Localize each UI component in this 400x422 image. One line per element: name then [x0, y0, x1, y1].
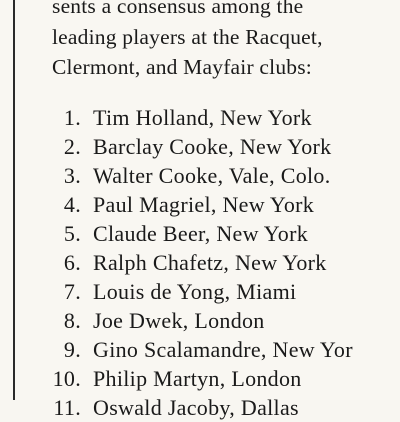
- intro-line: sents a consensus among the: [52, 0, 304, 18]
- player-entry: Barclay Cooke, New York: [93, 134, 332, 159]
- intro-line: leading players at the Racquet,: [52, 24, 323, 49]
- player-entry: Claude Beer, New York: [93, 221, 308, 246]
- rank-number: 8.: [63, 308, 81, 333]
- rank-number: 5.: [63, 221, 81, 246]
- rank-number: 2.: [63, 134, 81, 159]
- player-entry: Ralph Chafetz, New York: [93, 250, 327, 275]
- rank-number: 6.: [63, 250, 81, 275]
- rank-number: 1.: [63, 105, 81, 130]
- rank-number: 10.: [52, 366, 81, 391]
- player-entry: Joe Dwek, London: [93, 308, 265, 333]
- intro-line: Clermont, and Mayfair clubs:: [52, 55, 312, 79]
- intro-paragraph: [52, 0, 323, 83]
- rank-number: 4.: [63, 192, 81, 217]
- rank-number: 3.: [63, 163, 81, 188]
- player-entry: Walter Cooke, Vale, Colo.: [93, 163, 331, 188]
- player-entry: Paul Magriel, New York: [93, 192, 315, 217]
- player-entry: Gino Scalamandre, New Yor: [93, 337, 353, 362]
- player-entry: Tim Holland, New York: [93, 105, 312, 130]
- rank-number: 9.: [63, 337, 81, 362]
- player-entry: Oswald Jacoby, Dallas: [93, 395, 299, 420]
- player-entry: Louis de Yong, Miami: [93, 279, 297, 304]
- rank-number: 11.: [53, 395, 81, 420]
- rank-number: 7.: [63, 279, 81, 304]
- player-entry: Philip Martyn, London: [93, 366, 302, 391]
